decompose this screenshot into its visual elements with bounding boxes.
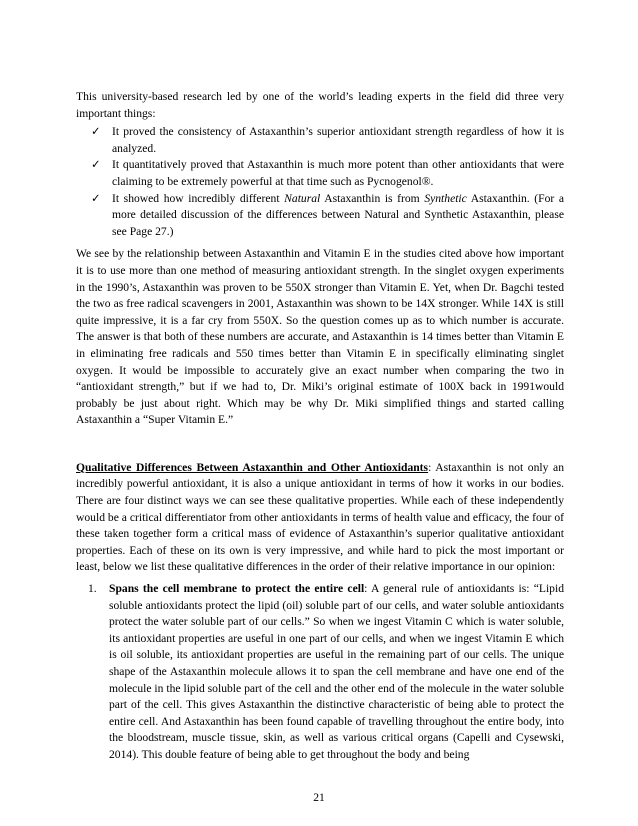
list-item (76, 124, 564, 157)
page-body (76, 89, 564, 764)
list-item-text: It showed how incredibly different Natural Astaxanthin is from Synthetic Astaxanthin. (For a more detailed discussion of the differences between Natural and Synthetic Astaxanthin, please see Page 27.) (112, 191, 565, 238)
relationship-paragraph: We see by the relationship between Astaxanthin and Vitamin E in the studies cited above how important it is to use more than one method of measuring antioxidant strength. In the singlet oxygen experiments in the 1990’s, Astaxanthin was proven to be 550X stronger than Vitamin E. Yet, when Dr. Bagchi tested the two as free radical scavengers in 2001, Astaxanthin was shown to be 14X stronger. While 14X is still quite impressive, it is a far cry from 550X. So the question comes up as to which number is accurate. The answer is that both of these numbers are accurate, and Astaxanthin is 14 times better than Vitamin E in eliminating free radicals and 550 times better than Vitamin E in specifically eliminating singlet oxygen. It would be impossible to accurately give an exact number when comparing the two in “antioxidant strength,” but if we had to, Dr. Miki’s original estimate of 100X back in 1991would probably be just about right. Which may be why Dr. Miki simplified things and started calling Astaxanthin a “Super Vitamin E.” (76, 247, 564, 427)
list-number: 1. (88, 582, 97, 596)
checkmark-icon: ✓ (91, 158, 101, 172)
qualitative-paragraph: Qualitative Differences Between Astaxanthin and Other Antioxidants: Astaxanthin is not only an incredibly powerful antioxidant, it is also a unique antioxidant in terms of how it works in our bodies. There are four distinct ways we can see these qualitative properties. While each of these independently would be a critical differentiator from other antioxidants in terms of health value and efficacy, the four of these taken together form a critical mass of evidence of Astaxanthin’s superior qualitative antioxidant properties. Each of these on its own is very impressive, and while hard to pick the most important or least, below we list these qualitative differences in the order of their relative importance in our opinion: (76, 460, 564, 574)
natural-emphasis: Natural (284, 191, 321, 205)
intro-paragraph: This university-based research led by one of the world’s leading experts in the field did three very important things: (76, 90, 564, 120)
list-item (76, 581, 564, 764)
list-item-text: It quantitatively proved that Astaxanthin is much more potent than other antioxidants that were claiming to be extremely powerful at that time such as Pycnogenol®. (112, 158, 564, 188)
checklist (76, 124, 564, 240)
section-heading: Qualitative Differences Between Astaxanthin and Other Antioxidants (76, 460, 429, 474)
checkmark-icon: ✓ (91, 191, 101, 205)
item-heading: Spans the cell membrane to protect the entire cell (109, 582, 365, 596)
synthetic-emphasis: Synthetic (424, 191, 467, 205)
list-item (76, 191, 564, 241)
list-item-text: : A general rule of antioxidants is: “Lipid soluble antioxidants protect the lipid (oil) soluble part of our cells, and water soluble antioxidants protect the water soluble part of our cells.” So when we ingest Vitamin C which is water soluble, its antioxidant properties are useful in one part of our cells, and when we ingest Vitamin E which is oil soluble, its antioxidant properties are useful in the remaining part of our cells. The unique shape of the Astaxanthin molecule allows it to span the cell membrane and have one end of the molecule in the lipid soluble part of the cell and the other end of the molecule in the water soluble part of the cell. This gives Astaxanthin the distinctive characteristic of being able to protect the entire cell. And Astaxanthin has been found capable of travelling throughout the entire body, into the bloodstream, muscle tissue, skin, as well as various critical organs (Capelli and Cysewski, 2014). This double feature of being able to get throughout the body and being (109, 582, 564, 761)
page-number: 21 (313, 791, 325, 804)
checkmark-icon: ✓ (91, 125, 101, 139)
list-item (76, 157, 564, 190)
numbered-list (76, 581, 564, 764)
list-item-text: It proved the consistency of Astaxanthin’s superior antioxidant strength regardless of how it is analyzed. (112, 125, 564, 155)
